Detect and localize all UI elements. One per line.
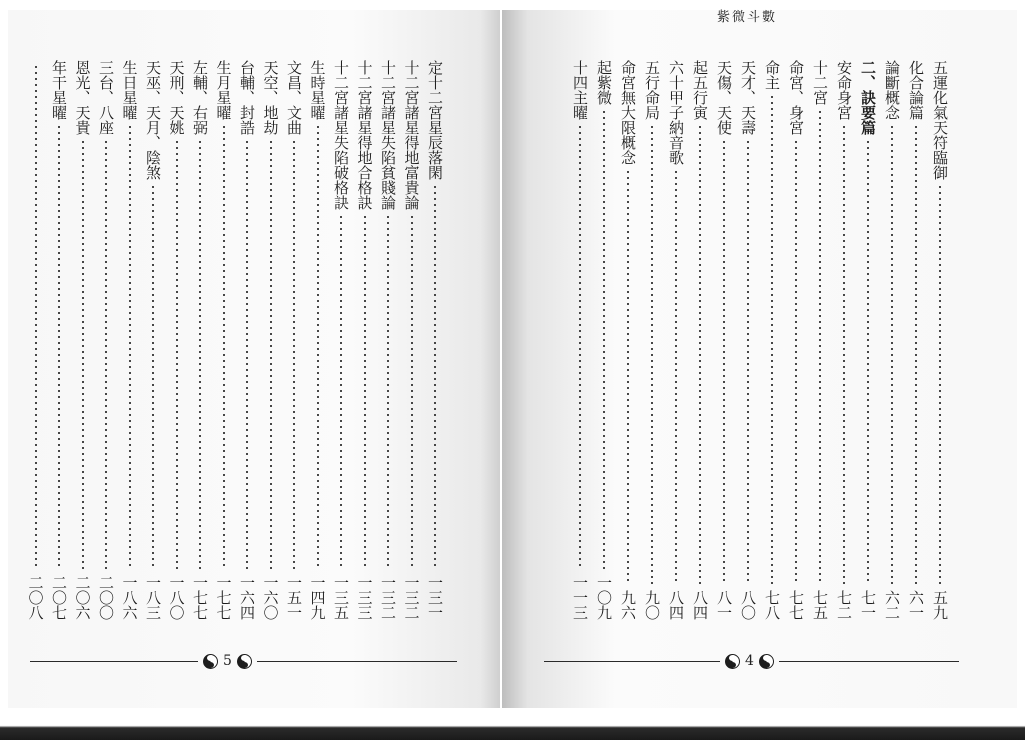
dot-leader	[843, 124, 845, 584]
toc-entry-page: 五九	[931, 590, 949, 620]
toc-entry-page: 七一	[859, 590, 877, 620]
toc-entry-page: 二〇六	[73, 575, 92, 620]
footer-rule	[257, 661, 457, 662]
toc-entry	[618, 60, 638, 620]
footer-rule	[544, 661, 720, 662]
dot-leader	[651, 124, 653, 584]
dot-leader	[129, 124, 131, 569]
toc-entry-page: 一三一	[426, 575, 444, 620]
toc-entry-title: 生日星曜	[120, 60, 139, 120]
toc-entry-page: 一八六	[120, 575, 139, 620]
toc-entry-title: 十二宮諸星得地富貴論	[402, 60, 421, 210]
toc-entry	[73, 60, 93, 620]
toc-entry	[167, 60, 187, 620]
dot-leader	[387, 214, 389, 569]
dot-leader	[411, 214, 413, 569]
toc-entry	[378, 60, 398, 620]
dot-leader	[795, 139, 797, 584]
toc-entry	[190, 60, 210, 620]
toc-entry	[284, 60, 304, 620]
toc-entry-title: 五行命局	[643, 60, 661, 120]
toc-entry	[858, 60, 878, 620]
toc-entry-page: 六二	[883, 590, 901, 620]
toc-entry-page: 八四	[691, 590, 709, 620]
dot-leader	[246, 139, 248, 569]
toc-entry-page: 一四九	[308, 575, 327, 620]
dot-leader	[317, 124, 319, 569]
toc-entry	[762, 60, 782, 620]
toc-entry-title: 十四主曜	[571, 60, 589, 120]
toc-entry	[355, 60, 375, 620]
toc-entry	[882, 60, 902, 620]
dot-leader	[699, 124, 701, 584]
toc-entry-page: 一七七	[191, 575, 209, 620]
toc-entry	[425, 60, 445, 620]
dot-leader	[891, 124, 893, 584]
toc-entry-title: 命宮無大限概念	[619, 60, 637, 165]
toc-entry	[261, 60, 281, 620]
dot-leader	[364, 214, 366, 569]
dot-leader	[82, 139, 84, 569]
dot-leader	[105, 139, 107, 569]
toc-entry-title: 生時星曜	[308, 60, 327, 120]
toc-entry	[690, 60, 710, 620]
toc-entry-page: 一七七	[214, 575, 233, 620]
toc-entry-title: 命宮、身宮	[787, 60, 805, 135]
toc-entry-page: 一八〇	[167, 575, 186, 620]
toc-entry-title: 天才、天壽	[739, 60, 757, 135]
dot-leader	[867, 139, 869, 584]
dot-leader	[270, 139, 272, 569]
toc-entry-title: 十二宮諸星失陷貧賤論	[379, 60, 397, 210]
yin-yang-icon	[725, 654, 740, 669]
toc-entry-title: 天空、地劫	[261, 60, 280, 135]
dot-leader	[293, 139, 295, 569]
toc-entry	[120, 60, 140, 620]
toc-entry-page: 二〇〇	[97, 575, 115, 620]
toc-entry-page: 九六	[619, 590, 637, 620]
toc-entry	[49, 60, 69, 620]
toc-entry-page: 八〇	[739, 590, 757, 620]
dot-leader	[579, 124, 581, 569]
toc-entry	[738, 60, 758, 620]
toc-entry-page: 二〇八	[26, 575, 45, 620]
dot-leader	[627, 169, 629, 584]
toc-entry	[308, 60, 328, 620]
toc-entry	[930, 60, 950, 620]
toc-entry	[714, 60, 734, 620]
yin-yang-icon	[759, 654, 774, 669]
toc-entry-title: 三台、八座	[97, 60, 115, 135]
toc-entry	[666, 60, 686, 620]
dot-leader	[152, 184, 154, 569]
dot-leader	[58, 124, 60, 569]
toc-entry-page: 六一	[907, 590, 925, 620]
dot-leader	[723, 139, 725, 584]
toc-entry-title: 論斷概念	[883, 60, 901, 120]
toc-entry-title: 十二宮諸星得地合格訣	[355, 60, 374, 210]
toc-entry-title: 起紫微	[595, 60, 613, 105]
toc-entry	[906, 60, 926, 620]
toc-entry-page: 七五	[811, 590, 829, 620]
page-number: 4	[745, 653, 754, 669]
toc-entry-page: 九〇	[643, 590, 661, 620]
toc-entry-page: 二〇七	[50, 575, 68, 620]
yin-yang-icon	[203, 654, 218, 669]
toc-entry-title: 五運化氣天符臨御	[931, 60, 949, 180]
dot-leader	[771, 94, 773, 584]
toc-entry-page: 一〇九	[595, 575, 613, 620]
dot-leader	[675, 169, 677, 584]
toc-entry	[214, 60, 234, 620]
scan-bottom-edge	[0, 708, 1025, 740]
toc-entry	[786, 60, 806, 620]
dot-leader	[939, 184, 941, 584]
toc-entry-title: 台輔、封誥	[238, 60, 256, 135]
page-number: 5	[223, 653, 232, 669]
toc-entry-title: 定十二宮星辰落閑	[426, 60, 444, 180]
toc-entry-title: 恩光、天貴	[73, 60, 92, 135]
toc-entry	[331, 60, 351, 620]
toc-entry	[570, 60, 590, 620]
toc-entry-page: 一三二	[402, 575, 421, 620]
toc-entry	[642, 60, 662, 620]
toc-entry-page: 一六四	[238, 575, 256, 620]
toc-entry	[26, 60, 46, 620]
toc-entry-page: 一三二	[379, 575, 397, 620]
toc-entry-title: 天刑、天姚	[167, 60, 186, 135]
toc-entry-page: 一五一	[285, 575, 303, 620]
right-footer	[544, 650, 974, 672]
toc-entry-page: 八一	[715, 590, 733, 620]
dot-leader	[434, 184, 436, 569]
toc-entry-title: 二、訣要篇	[859, 60, 877, 135]
dot-leader	[747, 139, 749, 584]
toc-entry-page: 七二	[835, 590, 853, 620]
toc-entry	[237, 60, 257, 620]
running-header: 紫微斗數	[716, 10, 777, 25]
toc-entry-title: 天巫、天月、陰煞	[144, 60, 162, 180]
footer-rule	[30, 661, 198, 662]
toc-entry-title: 天傷、天使	[715, 60, 733, 135]
dot-leader	[603, 109, 605, 569]
toc-entry-page: 一三三	[355, 575, 374, 620]
toc-entry-page: 一八三	[144, 575, 162, 620]
yin-yang-icon	[237, 654, 252, 669]
toc-entry	[143, 60, 163, 620]
toc-entry-page: 七七	[787, 590, 805, 620]
toc-entry-page: 一三五	[332, 575, 350, 620]
toc-entry-title: 文昌、文曲	[285, 60, 303, 135]
toc-entry	[96, 60, 116, 620]
dot-leader	[199, 139, 201, 569]
toc-entry-page: 一六〇	[261, 575, 280, 620]
toc-entry-page: 七八	[763, 590, 781, 620]
dot-leader	[340, 214, 342, 569]
toc-entry-page: 一一三	[571, 575, 589, 620]
toc-entry-title: 起五行寅	[691, 60, 709, 120]
footer-rule	[779, 661, 959, 662]
toc-entry-title: 左輔、右弼	[191, 60, 209, 135]
toc-entry-title: 命主	[763, 60, 781, 90]
left-footer	[30, 650, 470, 672]
dot-leader	[915, 124, 917, 584]
toc-entry-title: 十二宮諸星失陷破格訣	[332, 60, 350, 210]
dot-leader	[35, 64, 37, 569]
toc-entry-title: 十二宮	[811, 60, 829, 105]
toc-entry-title: 生月星曜	[214, 60, 233, 120]
toc-entry-title: 年干星曜	[50, 60, 68, 120]
toc-entry	[834, 60, 854, 620]
dot-leader	[176, 139, 178, 569]
dot-leader	[223, 124, 225, 569]
toc-entry-title: 安命身宮	[835, 60, 853, 120]
toc-entry-title: 化合論篇	[907, 60, 925, 120]
dot-leader	[819, 109, 821, 584]
toc-entry-page: 八四	[667, 590, 685, 620]
toc-entry	[402, 60, 422, 620]
toc-entry-title: 六十甲子納音歌	[667, 60, 685, 165]
toc-entry	[810, 60, 830, 620]
toc-entry	[594, 60, 614, 620]
